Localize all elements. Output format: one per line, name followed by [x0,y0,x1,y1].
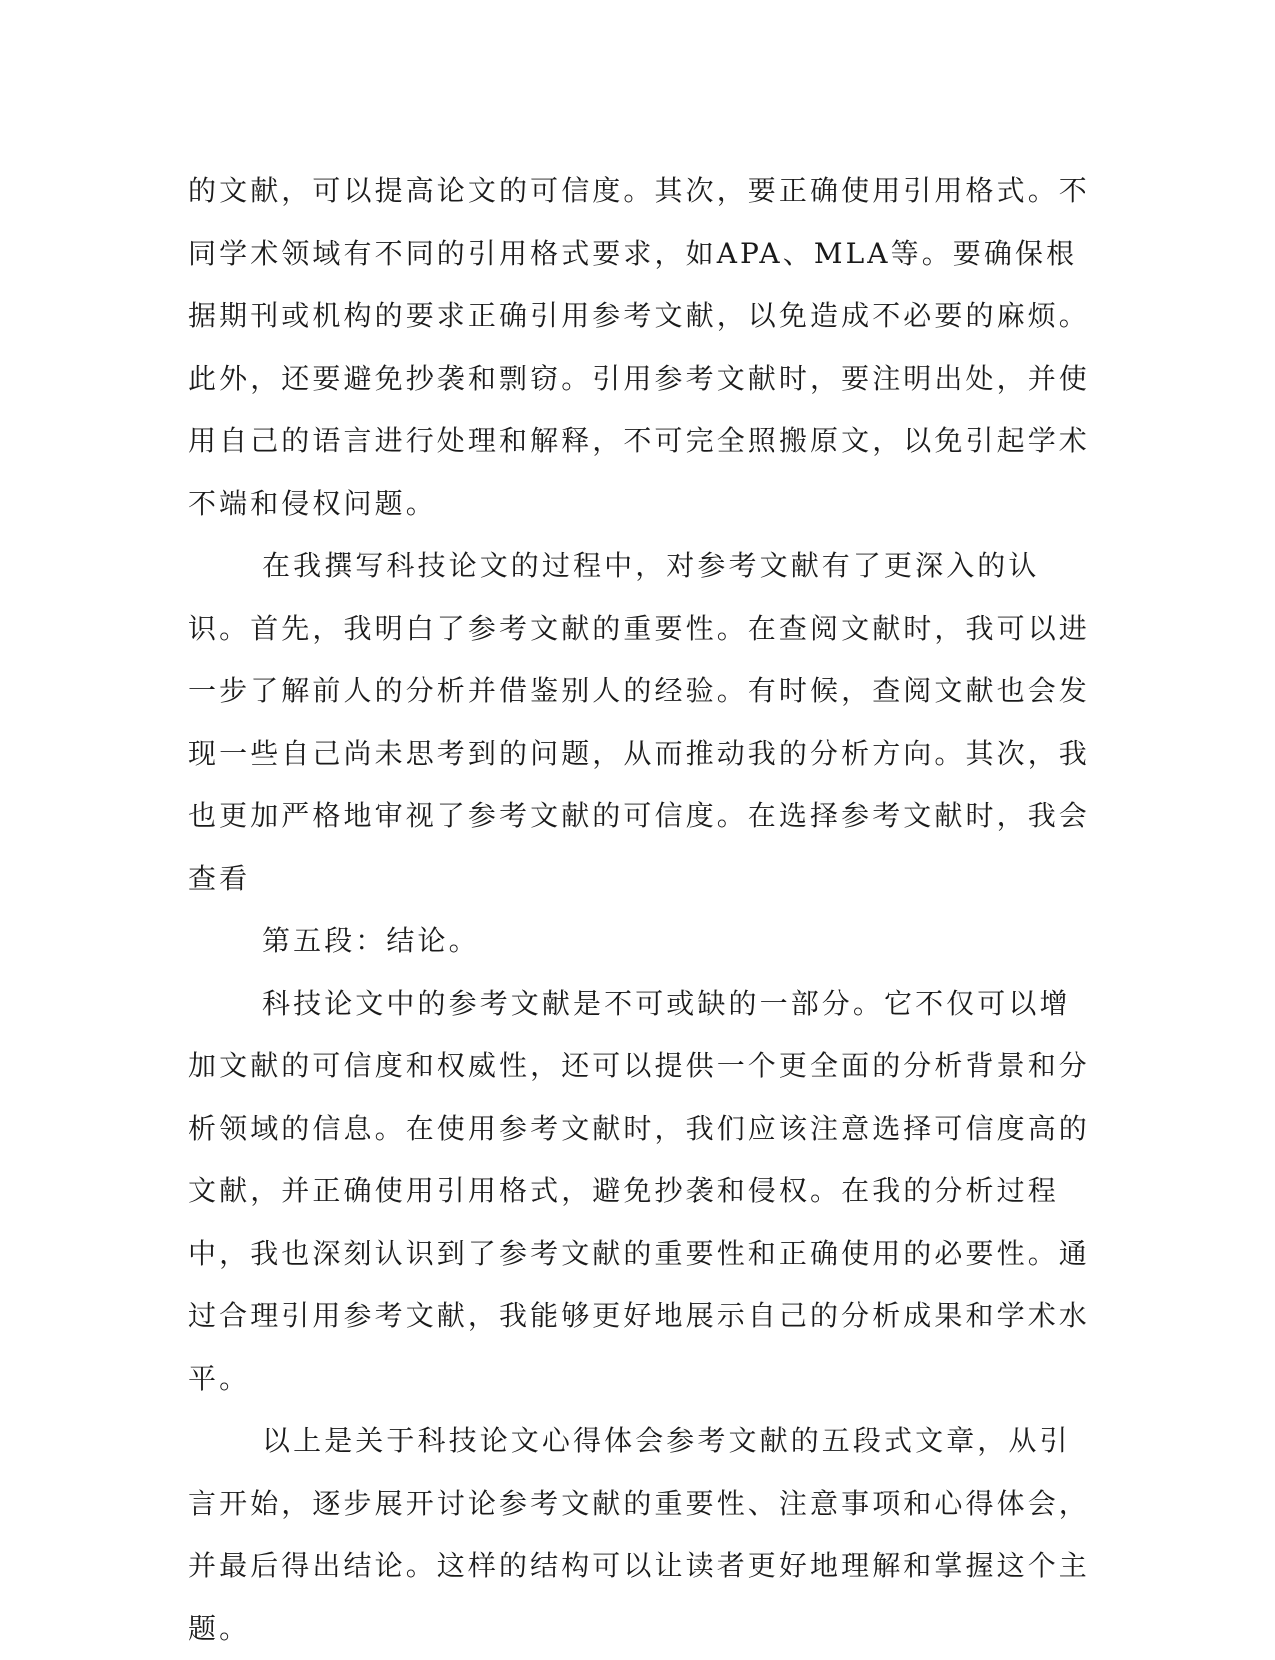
document-page [188,160,1090,1660]
paragraph-summary: 以上是关于科技论文心得体会参考文献的五段式文章，从引言开始，逐步展开讨论参考文献的重要性、注意事项和心得体会，并最后得出结论。这样的结构可以让读者更好地理解和掌握这个主题。 [188,1424,1090,1645]
paragraph-conclusion: 科技论文中的参考文献是不可或缺的一部分。它不仅可以增加文献的可信度和权威性，还可以提供一个更全面的分析背景和分析领域的信息。在使用参考文献时，我们应该注意选择可信度高的文献，并正确使用引用格式，避免抄袭和侵权。在我的分析过程中，我也深刻认识到了参考文献的重要性和正确使用的必要性。通过合理引用参考文献，我能够更好地展示自己的分析成果和学术水平。 [188,986,1090,1395]
section-heading-conclusion: 第五段：结论。 [262,924,480,957]
paragraph-continuation: 的文献，可以提高论文的可信度。其次，要正确使用引用格式。不同学术领域有不同的引用格式要求，如APA、MLA等。要确保根据期刊或机构的要求正确引用参考文献，以免造成不必要的麻烦。此外，还要避免抄袭和剽窃。引用参考文献时，要注明出处，并使用自己的语言进行处理和解释，不可完全照搬原文，以免引起学术不端和侵权问题。 [188,174,1090,520]
paragraph-experience: 在我撰写科技论文的过程中，对参考文献有了更深入的认识。首先，我明白了参考文献的重要性。在查阅文献时，我可以进一步了解前人的分析并借鉴别人的经验。有时候，查阅文献也会发现一些自己尚未思考到的问题，从而推动我的分析方向。其次，我也更加严格地审视了参考文献的可信度。在选择参考文献时，我会查看 [188,549,1090,895]
